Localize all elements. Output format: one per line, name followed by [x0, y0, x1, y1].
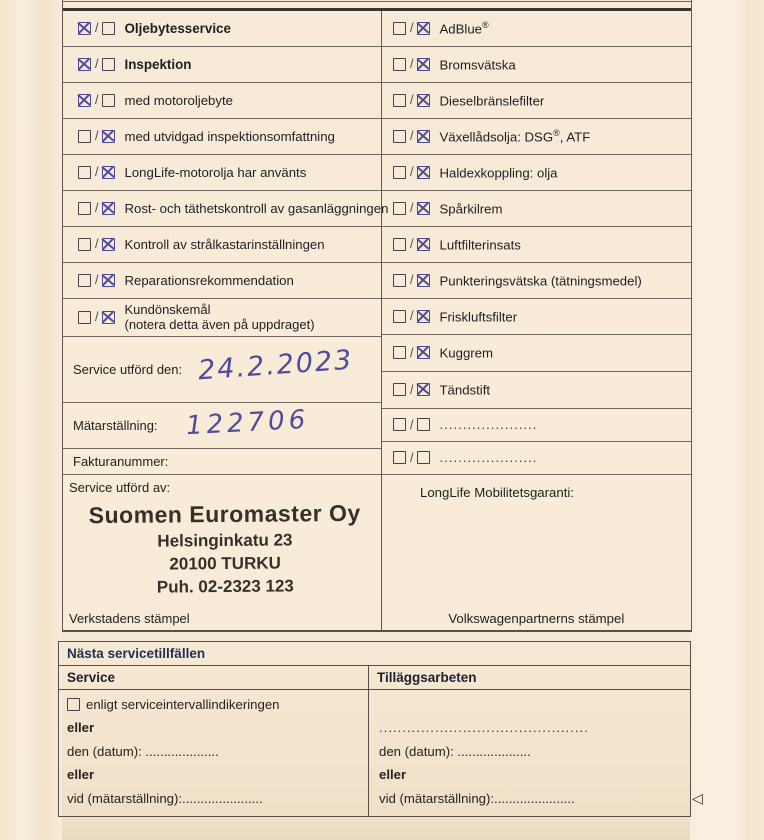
slash-separator: / — [410, 129, 414, 144]
checkbox-second[interactable] — [417, 310, 430, 323]
service-row — [63, 299, 381, 337]
service-table-right-column — [381, 11, 691, 631]
checkbox-pair — [78, 129, 115, 143]
checkbox-pair — [393, 165, 430, 179]
service-row — [63, 227, 381, 263]
checkbox-first[interactable] — [393, 418, 406, 431]
service-row — [63, 119, 381, 155]
checkbox-second[interactable] — [102, 311, 115, 324]
checkbox-first[interactable] — [78, 202, 91, 215]
service-row — [63, 263, 381, 299]
column-header-service: Service — [59, 666, 369, 689]
performed-by-cell — [63, 475, 381, 631]
checkbox-pair — [78, 165, 115, 179]
stamp-phone: Puh. 02-2323 123 — [156, 575, 294, 597]
checkbox-pair — [393, 383, 430, 397]
checkbox-first[interactable] — [78, 58, 91, 71]
row-label: Tändstift — [439, 382, 491, 398]
table-top-thin-rule — [63, 1, 691, 2]
row-label: Inspektion — [124, 56, 192, 72]
checkbox-pair — [78, 237, 115, 251]
slash-separator: / — [410, 165, 414, 180]
service-row — [382, 227, 691, 263]
additional-work-fill-line[interactable]: ............................................. — [379, 720, 589, 735]
odometer-handwritten-value: 122706 — [184, 404, 310, 442]
longlife-guarantee-cell — [382, 475, 691, 631]
checkbox-second[interactable] — [417, 346, 430, 359]
next-service-body — [59, 690, 690, 816]
checkbox-pair — [78, 201, 115, 215]
checkbox-pair — [78, 273, 115, 287]
slash-separator: / — [95, 273, 99, 288]
service-row — [382, 335, 691, 372]
fill-in-dots[interactable]: ..................... — [439, 417, 538, 433]
checkbox-first[interactable] — [393, 22, 406, 35]
checkbox-first[interactable] — [393, 274, 406, 287]
slash-separator: / — [95, 57, 99, 72]
odometer-fill-line[interactable]: vid (mätarställning):...................... — [379, 791, 575, 806]
checkbox-pair — [393, 93, 430, 107]
row-label: Punkteringsvätska (tätningsmedel) — [439, 273, 642, 289]
or-label: eller — [67, 720, 95, 735]
checkbox-first[interactable] — [393, 94, 406, 107]
checkbox-pair — [393, 237, 430, 251]
service-row — [382, 372, 691, 409]
paper-left-edge — [0, 0, 62, 840]
checkbox-first[interactable] — [393, 238, 406, 251]
slash-separator: / — [410, 273, 414, 288]
slash-separator: / — [410, 57, 414, 72]
vw-partner-stamp-label: Volkswagenpartnerns stämpel — [448, 610, 625, 626]
checkbox-second[interactable] — [417, 418, 430, 431]
slash-separator: / — [95, 129, 99, 144]
checkbox-second[interactable] — [102, 274, 115, 287]
service-row — [382, 191, 691, 227]
service-row — [63, 47, 381, 83]
row-label: LongLife-motorolja har använts — [124, 164, 307, 180]
checkbox-pair — [393, 309, 430, 323]
longlife-guarantee-label: LongLife Mobilitetsgaranti: — [420, 484, 574, 500]
next-service-left-cell — [59, 690, 369, 816]
date-fill-line[interactable]: den (datum): .................... — [67, 744, 219, 759]
paper-right-edge — [690, 0, 764, 840]
service-row — [382, 47, 691, 83]
stamp-city: 20100 TURKU — [169, 553, 281, 574]
service-row — [382, 155, 691, 191]
next-service-title: Nästa servicetillfällen — [59, 642, 690, 666]
slash-separator: / — [95, 310, 99, 325]
row-label: Kundönskemål (notera detta även på uppdraget) — [124, 301, 315, 333]
checkbox-pair — [78, 57, 115, 71]
workshop-stamp-label: Verkstadens stämpel — [69, 610, 190, 626]
checkbox-second[interactable] — [417, 202, 430, 215]
slash-separator: / — [95, 21, 99, 36]
row-label: Spårkilrem — [439, 201, 503, 217]
row-label: Växellådsolja: DSG®, ATF — [439, 127, 591, 145]
checkbox-first[interactable] — [78, 22, 91, 35]
service-row — [63, 83, 381, 119]
checkbox-first[interactable] — [78, 274, 91, 287]
slash-separator: / — [410, 417, 414, 432]
checkbox-pair — [393, 451, 430, 465]
checkbox-first[interactable] — [393, 383, 406, 396]
next-service-table — [58, 641, 691, 817]
row-label: Kontroll av strålkastarinställningen — [124, 236, 325, 252]
row-label: Rost- och täthetskontroll av gasanläggningen — [124, 200, 389, 216]
checkbox-pair — [393, 201, 430, 215]
odometer-field — [63, 403, 381, 449]
checkbox-second[interactable] — [417, 94, 430, 107]
service-row — [63, 11, 381, 47]
checkbox-second[interactable] — [417, 238, 430, 251]
service-date-field — [63, 337, 381, 403]
column-header-additional-work: Tilläggsarbeten — [377, 670, 477, 685]
checkbox-first[interactable] — [393, 202, 406, 215]
row-label: med motoroljebyte — [124, 92, 233, 108]
checkbox-second[interactable] — [102, 58, 115, 71]
odometer-fill-line[interactable]: vid (mätarställning):...................... — [67, 791, 263, 806]
next-service-right-cell — [369, 690, 690, 816]
or-label: eller — [67, 767, 95, 782]
checkbox-first[interactable] — [393, 346, 406, 359]
service-row — [382, 299, 691, 335]
service-date-label: Service utförd den: — [73, 361, 183, 377]
slash-separator: / — [410, 309, 414, 324]
service-date-handwritten-value: 24.2.2023 — [197, 344, 355, 386]
checkbox-first[interactable] — [393, 130, 406, 143]
checkbox-second[interactable] — [417, 58, 430, 71]
slash-separator: / — [410, 382, 414, 397]
checkbox-second[interactable] — [417, 166, 430, 179]
checkbox-first[interactable] — [78, 166, 91, 179]
slash-separator: / — [410, 21, 414, 36]
fill-in-dots[interactable]: ..................... — [439, 450, 538, 466]
service-row — [382, 263, 691, 299]
slash-separator: / — [410, 201, 414, 216]
slash-separator: / — [95, 201, 99, 216]
checkbox-first[interactable] — [393, 310, 406, 323]
slash-separator: / — [410, 450, 414, 465]
service-checklist-table — [62, 0, 692, 632]
checkbox-first[interactable] — [78, 130, 91, 143]
interval-checkbox[interactable] — [67, 698, 80, 711]
checkbox-second[interactable] — [102, 202, 115, 215]
page-triangle-marker-icon: ◁ — [692, 790, 703, 806]
checkbox-first[interactable] — [78, 238, 91, 251]
or-label: eller — [379, 767, 407, 782]
checkbox-pair — [393, 21, 430, 35]
checkbox-second[interactable] — [102, 238, 115, 251]
row-label: Kuggrem — [439, 345, 493, 361]
checkbox-pair — [78, 93, 115, 107]
row-label: med utvidgad inspektionsomfattning — [124, 128, 335, 144]
invoice-number-field[interactable] — [63, 449, 381, 475]
slash-separator: / — [95, 165, 99, 180]
service-row — [382, 119, 691, 155]
checkbox-pair — [393, 273, 430, 287]
checkbox-pair — [78, 310, 115, 324]
service-row — [382, 11, 691, 47]
checkbox-second[interactable] — [102, 94, 115, 107]
checkbox-pair — [393, 129, 430, 143]
row-label: Bromsvätska — [439, 57, 516, 73]
interval-indicator-line — [67, 697, 368, 712]
service-row-blank[interactable] — [382, 409, 691, 442]
row-label: Luftfilterinsats — [439, 237, 521, 253]
slash-separator: / — [95, 237, 99, 252]
checkbox-second[interactable] — [417, 274, 430, 287]
checkbox-second[interactable] — [417, 22, 430, 35]
slash-separator: / — [410, 237, 414, 252]
row-label: Oljebytesservice — [124, 20, 231, 36]
checkbox-pair — [393, 57, 430, 71]
checkbox-second[interactable] — [417, 451, 430, 464]
checkbox-first[interactable] — [78, 311, 91, 324]
row-label: Friskluftsfilter — [439, 309, 518, 325]
service-row — [382, 83, 691, 119]
service-row — [63, 191, 389, 227]
performed-by-label: Service utförd av: — [69, 479, 171, 495]
stamp-company-name: Suomen Euromaster Oy — [88, 499, 361, 528]
checkbox-second[interactable] — [102, 166, 115, 179]
slash-separator: / — [410, 345, 414, 360]
slash-separator: / — [410, 93, 414, 108]
date-fill-line[interactable]: den (datum): .................... — [379, 744, 531, 759]
checkbox-pair — [78, 21, 115, 35]
service-row-blank[interactable] — [382, 442, 691, 475]
checkbox-first[interactable] — [393, 58, 406, 71]
row-label: AdBlue® — [439, 19, 489, 37]
slash-separator: / — [95, 93, 99, 108]
interval-label: enligt serviceintervallindikeringen — [86, 697, 280, 712]
row-label: Haldexkoppling: olja — [439, 165, 558, 181]
stamp-street: Helsinginkatu 23 — [157, 530, 293, 551]
service-table-left-column — [63, 11, 389, 631]
next-service-column-headers — [59, 666, 690, 690]
service-row — [63, 155, 381, 191]
checkbox-second[interactable] — [102, 130, 115, 143]
workshop-stamp — [69, 499, 382, 598]
checkbox-pair — [393, 418, 430, 432]
checkbox-second[interactable] — [102, 22, 115, 35]
checkbox-first[interactable] — [393, 166, 406, 179]
checkbox-first[interactable] — [393, 451, 406, 464]
row-label: Dieselbränslefilter — [439, 93, 545, 109]
checkbox-second[interactable] — [417, 383, 430, 396]
odometer-label: Mätarställning: — [73, 417, 158, 433]
checkbox-pair — [393, 346, 430, 360]
checkbox-first[interactable] — [78, 94, 91, 107]
invoice-number-label: Fakturanummer: — [73, 453, 169, 469]
checkbox-second[interactable] — [417, 130, 430, 143]
row-label: Reparationsrekommendation — [124, 272, 294, 288]
